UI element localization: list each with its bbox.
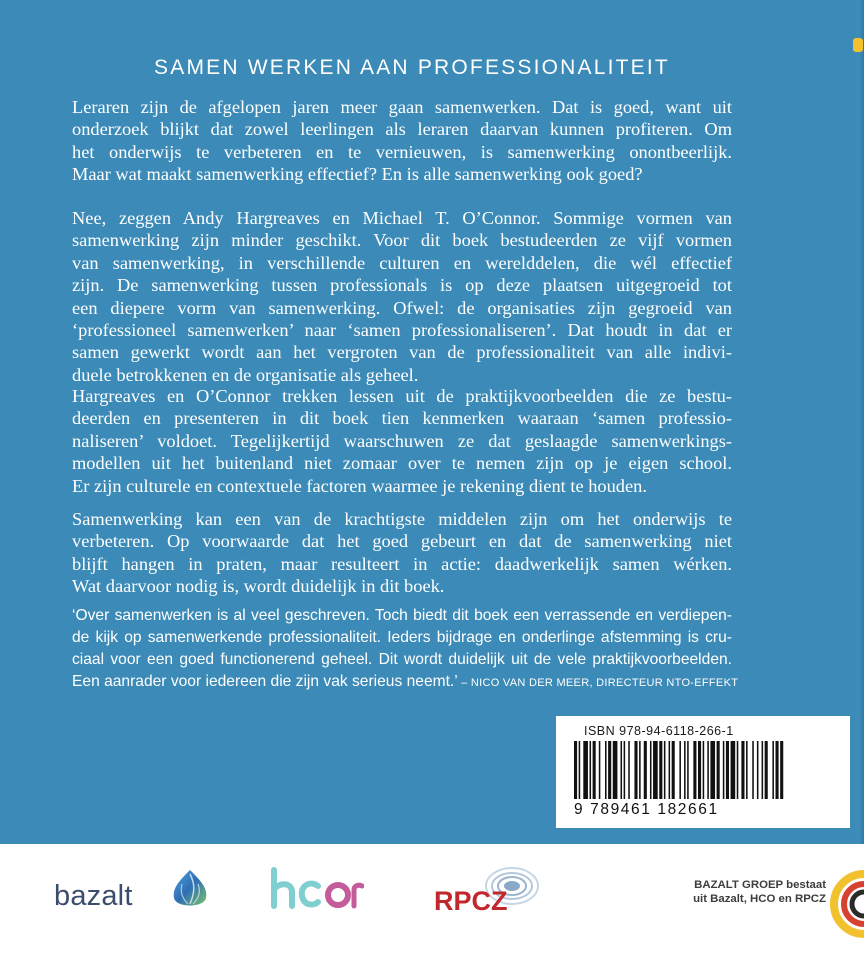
blurb-line: een diepere vorm van samenwerking. Ofwel: de organisaties zijn gegroeid van (72, 297, 732, 318)
blurb-paragraph-2 (72, 207, 732, 386)
cover-heading: SAMEN WERKEN AAN PROFESSIONALITEIT (154, 56, 670, 79)
blurb-line: ‘professioneel samenwerken’ naar ‘samen professionaliseren’. Dat houdt in dat er (72, 320, 732, 341)
blurb-line: deerden en presenteren in dit boek tien kenmerken waaraan ‘samen professio- (72, 408, 732, 429)
group-note-line: BAZALT GROEP bestaat (694, 879, 826, 891)
quote-attribution: – NICO VAN DER MEER, DIRECTEUR NTO-EFFEKT (457, 677, 739, 689)
hco-logo (268, 866, 364, 916)
blurb-line: samenwerking zijn minder geschikt. Voor dit boek bestudeerden ze vijf vormen (72, 230, 732, 251)
blurb-line: Samenwerking kan een van de krachtigste middelen zijn om het onderwijs te (72, 509, 732, 529)
blurb-line: Wat daarvoor nodig is, wordt duidelijk in dit boek. (72, 576, 445, 597)
blurb-paragraph-1 (72, 96, 732, 186)
bazalt-logo-icon (170, 868, 210, 912)
blurb-line: duele betrokkenen en de organisatie als geheel. (72, 364, 419, 385)
blurb-line: Maar wat maakt samenwerking effectief? En is alle samenwerking ook goed? (72, 164, 643, 185)
bazalt-logo-wordmark: bazalt (54, 880, 133, 912)
blurb-line: zijn. De samenwerking tussen professionals is op deze plaatsen uitgegroeid tot (72, 275, 732, 296)
blurb-paragraph-4 (72, 508, 732, 598)
blurb-line: modellen uit het buitenland niet zomaar over te nemen zijn op je eigen school. (72, 453, 732, 474)
blurb-line: onderzoek blijkt dat zowel leerlingen als leraren daarvan kunnen profiteren. Om (72, 119, 732, 140)
blurb-paragraph-3 (72, 385, 732, 497)
blurb-line: blijft hangen in praten, maar resulteert in actie: daadwerkelijk samen wérken. (72, 553, 732, 574)
quote-line-final (72, 671, 739, 694)
isbn-label: ISBN 978-94-6118-266-1 (584, 724, 734, 738)
cover-spine-edge (852, 0, 864, 844)
blurb-line: Er zijn culturele en contextuele factoren waarmee je rekening dient te houden. (72, 475, 647, 496)
blurb-line: verbeteren. Op voorwaarde dat het goed gebeurt en dat de samenwerking niet (72, 531, 732, 552)
blurb-line: Nee, zeggen Andy Hargreaves en Michael T. O’Connor. Sommige vormen van (72, 208, 732, 228)
quote-line: Een aanrader voor iedereen die zijn vak serieus neemt.’ (72, 673, 458, 690)
barcode-bars (572, 741, 848, 801)
blurb-line: het onderwijs te verbeteren en te vernieuwen, is samenwerking onontbeerlijk. (72, 141, 732, 162)
endorsement-quote (72, 605, 739, 694)
quote-line: ciaal voor een goed functionerend geheel. Dit wordt duidelijk uit de vele praktijkvoorbeelden. (72, 651, 732, 668)
blurb-line: samen gewerkt wordt aan het vergroten van de professionaliteit van alle indivi- (72, 342, 732, 363)
publisher-group-note (660, 878, 826, 906)
rpcz-logo-wordmark: RPCZ (434, 886, 508, 916)
quote-line: de kijk op samenwerkende professionaliteit. Ieders bijdrage en onderlinge afstemming is cru- (72, 629, 732, 646)
blurb-line: Leraren zijn de afgelopen jaren meer gaan samenwerken. Dat is goed, want uit (72, 97, 732, 117)
spine-marker (853, 38, 863, 52)
blurb-line: van samenwerking, in verschillende culturen en werelddelen, die wél effectief (72, 252, 732, 273)
blurb-line: Hargreaves en O’Connor trekken lessen uit de praktijkvoorbeelden die ze bestu- (72, 386, 732, 406)
group-logo-arc (820, 868, 864, 938)
blurb-line: naliseren’ voldoet. Tegelijkertijd waarschuwen ze dat geslaagde samenwerkings- (72, 430, 732, 451)
barcode-digits: 9 789461 182661 (574, 801, 719, 818)
quote-line: ‘Over samenwerken is al veel geschreven. Toch biedt dit boek een verrassende en verdiepen- (72, 607, 732, 624)
group-note-line: uit Bazalt, HCO en RPCZ (693, 893, 826, 905)
